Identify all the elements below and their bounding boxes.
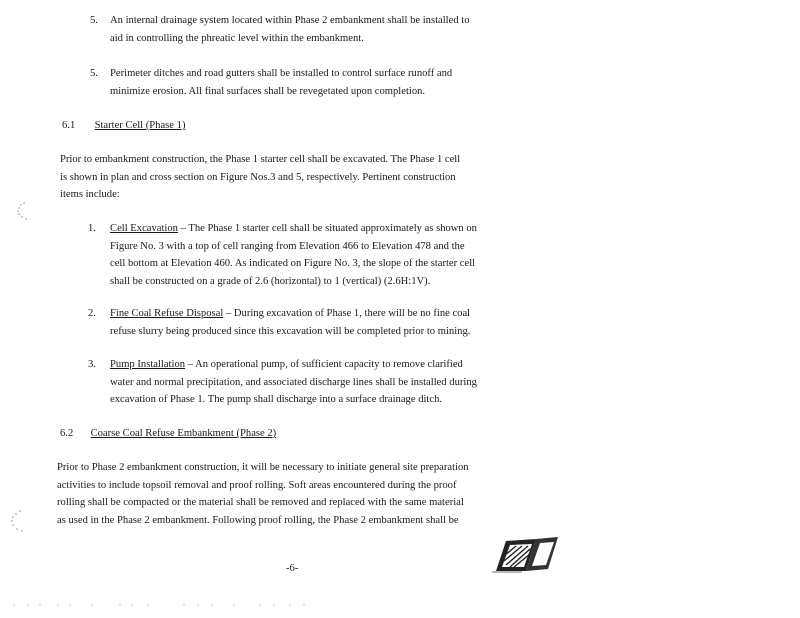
section-number: 6.2 [60,428,74,439]
scan-artifact-icon [8,602,308,608]
list-item-number: 1. [88,223,96,234]
scan-mark-icon [6,508,28,534]
paragraph-line: as used in the Phase 2 embankment. Following proof rolling, the Phase 2 embankment shall be [57,514,459,526]
list-item-title: Cell Excavation [110,223,178,234]
list-item-line: cell bottom at Elevation 460. As indicated on Figure No. 3, the slope of the starter cell [110,258,476,269]
section-number: 6.1 [62,120,76,131]
section-title: Starter Cell (Phase 1) [94,120,186,131]
list-item-line: aid in controlling the phreatic level within the embankment. [110,32,364,44]
list-item-line: excavation of Phase 1. The pump shall discharge into a surface drainage ditch. [110,394,443,405]
page-number: -6- [286,563,299,574]
paragraph-line: Prior to Phase 2 embankment construction, it will be necessary to initiate general site preparation [57,462,469,473]
section-title: Coarse Coal Refuse Embankment (Phase 2) [90,428,277,439]
list-item-line: Perimeter ditches and road gutters shall be installed to control surface runoff and [110,68,453,79]
section-paragraph [57,459,469,529]
list-item-line: – During excavation of Phase 1, there will be no fine coal [223,308,471,319]
paragraph-line: activities to include topsoil removal and proof rolling. Soft areas encountered during the proof [57,479,457,491]
paragraph-line: is shown in plan and cross section on Figure Nos.3 and 5, respectively. Pertinent construction [60,171,456,183]
list-item-title: Fine Coal Refuse Disposal [110,308,224,319]
list-item-line: An internal drainage system located within Phase 2 embankment shall be installed to [110,15,470,26]
paragraph-line: Prior to embankment construction, the Phase 1 starter cell shall be excavated. The Phase 1 cell [60,154,461,165]
list-item-line: refuse slurry being produced since this excavation will be completed prior to mining. [110,325,471,337]
section-intro [60,151,460,204]
list-item-line: shall be constructed on a grade of 2.6 (horizontal) to 1 (vertical) (2.6H:1V). [110,275,431,287]
list-item-number: 3. [88,359,96,370]
list-item-line: – The Phase 1 starter cell shall be situated approximately as shown on [177,223,477,234]
paragraph-line: items include: [60,189,120,200]
list-item-line: – An operational pump, of sufficient capacity to remove clarified [185,359,463,370]
list-item-line: minimize erosion. All final surfaces shall be revegetated upon completion. [110,85,426,97]
list-item-title: Pump Installation [110,359,186,370]
list-item-line: Figure No. 3 with a top of cell ranging from Elevation 466 to Elevation 478 and the [110,240,465,252]
scan-mark-icon [14,200,34,222]
section-heading [60,425,276,443]
list-item-number: 2. [88,308,96,319]
list-item-number: 5. [90,68,98,79]
list-item-line: water and normal precipitation, and associated discharge lines shall be installed during [110,376,477,388]
list-item-number: 5. [90,15,98,26]
paragraph-line: rolling shall be compacted or the material shall be removed and replaced with the same material [57,497,464,508]
stamp-logo-icon [492,537,562,573]
section-heading [62,117,185,135]
